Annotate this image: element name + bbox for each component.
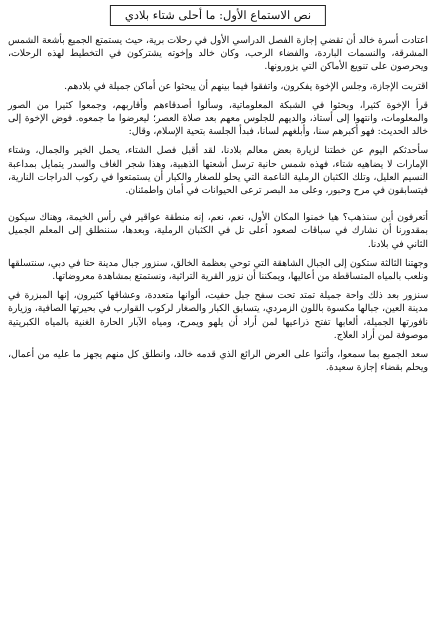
page-title: نص الاستماع الأول: ما أحلى شتاء بلادي bbox=[110, 5, 326, 26]
paragraph: قرأ الإخوة كثيرا، وبحثوا في الشبكة المعلوماتية، وسألوا أصدقاءهم وأقاربهم، وجمعوا كثيرا من الصور والمعلومات، وانتهوا إلى أستاذ، والديهم للجلوس معهم بعد صلاة العصر؛ ليعرضوا ما جمعوه. فوض الإخوة إلى خالد الحديث: فهو أكبرهم سنا، وأبلغهم لسانا، فبدأ الجلسة بتحية الإسلام، وقال: bbox=[8, 99, 428, 138]
paragraph: سعد الجميع بما سمعوا، وأثنوا على العرض الرائع الذي قدمه خالد، وانطلق كل منهم يجهز ما عليه من أعمال، ويحلم بقضاء إجازة سعيدة. bbox=[8, 349, 428, 374]
paragraph: سنزور بعد ذلك واحة جميلة تمتد تحت سفح جبل حفيت، ألوانها متعددة، وعشاقها كثيرون، إنها المبزرة في مدينة العين، جبالها مكسوة باللون الزمردي، يتسابق الكبار والصغار لركوب القوارب في بحيرتها الصافية، وزيارة نافورتها الجميلة، ألعابها تفتح ذراعيها لمن أراد أن يلهو ويمرح، ومياه الآبار الحارة الغنية بالمياه الكبريتية موصوفة لمن أراد العلاج. bbox=[8, 290, 428, 341]
listening-text bbox=[8, 34, 428, 380]
paragraph: أتعرفون أين سنذهب؟ هيا خمنوا المكان الأول، نعم، نعم، إنه منطقة عواقير في رأس الخيمة، وهناك سيكون بمقدورنا أن نشارك في سباقات لصعود أعلى تل في الكثبان الرملية، وبعدها، سننطلق إلى المعلم الجميل الثاني في بلادنا. bbox=[8, 212, 428, 250]
paragraph: اعتادت أسرة خالد أن تقضي إجازة الفصل الدراسي الأول في رحلات برية، حيث يستمتع الجميع بأشعة الشمس المشرقة، والنسمات الباردة، والفضاء الرحب، وكان خالد وإخوته يشتركون في التخطيط لهذه الرحلات، ويحرصون على تنويع الأماكن التي يزورونها. bbox=[8, 35, 428, 73]
paragraph: سأحدثكم اليوم عن خطتنا لزيارة بعض معالم بلادنا، لقد أقبل فصل الشتاء، يحمل الخير والجمال، وشتاء الإمارات لا يضاهيه شتاء، فهذه شمس حانية ترسل أشعتها الذهبية، وهذا شجر الغاف والسدر يتمايل بمداعبة النسيم العليل، وتلك الكثبان الرملية الناعمة التي يحلو للصغار والكبار أن يستمتعوا في ركوب الدراجات النارية، فيتسابقون في مرح وحبور، وعلى مد البصر ترعى الحيوانات في أمان واطمئنان. bbox=[8, 145, 428, 197]
paragraph: وجهتنا الثالثة ستكون إلى الجبال الشاهقة التي توحي بعظمة الخالق، سنزور جبال مدينة حتا في دبي، سنتسلقها ونلعب بالمياه المتساقطة من أعاليها، ويمكننا أن نزور القرية التراثية، ونستمتع بمشاهدة معروضاتها. bbox=[8, 257, 428, 283]
paragraph: اقتربت الإجازة، وجلس الإخوة يفكرون، واتفقوا فيما بينهم أن يبحثوا عن أماكن جميلة في بلادهم. bbox=[64, 80, 428, 92]
